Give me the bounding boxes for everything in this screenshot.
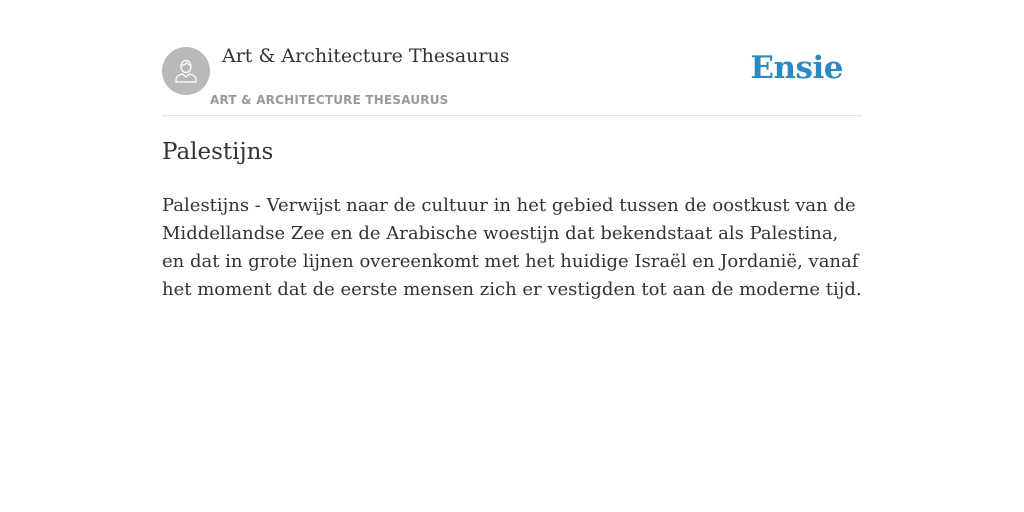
page-container xyxy=(162,0,862,300)
author-subtitle-link[interactable]: ART & ARCHITECTURE THESAURUS xyxy=(210,93,449,107)
avatar[interactable] xyxy=(162,47,210,95)
definition-text: Palestijns - Verwijst naar de cultuur in het gebied tussen de oostkust van de Middellandse Zee en de Arabische woestijn dat bekendstaat als Palestina, en dat in grote lijnen overeenkomt met het huidige Israël en Jordanië, vanaf het moment dat de eerste mensen zich er vestigden tot aan de moderne tijd. xyxy=(162,195,862,300)
author-header xyxy=(162,0,862,116)
page-title: Palestijns xyxy=(162,139,274,165)
brand-logo[interactable]: Ensie xyxy=(750,50,843,86)
author-name-link[interactable]: Art & Architecture Thesaurus xyxy=(222,45,510,67)
user-icon xyxy=(172,57,200,85)
